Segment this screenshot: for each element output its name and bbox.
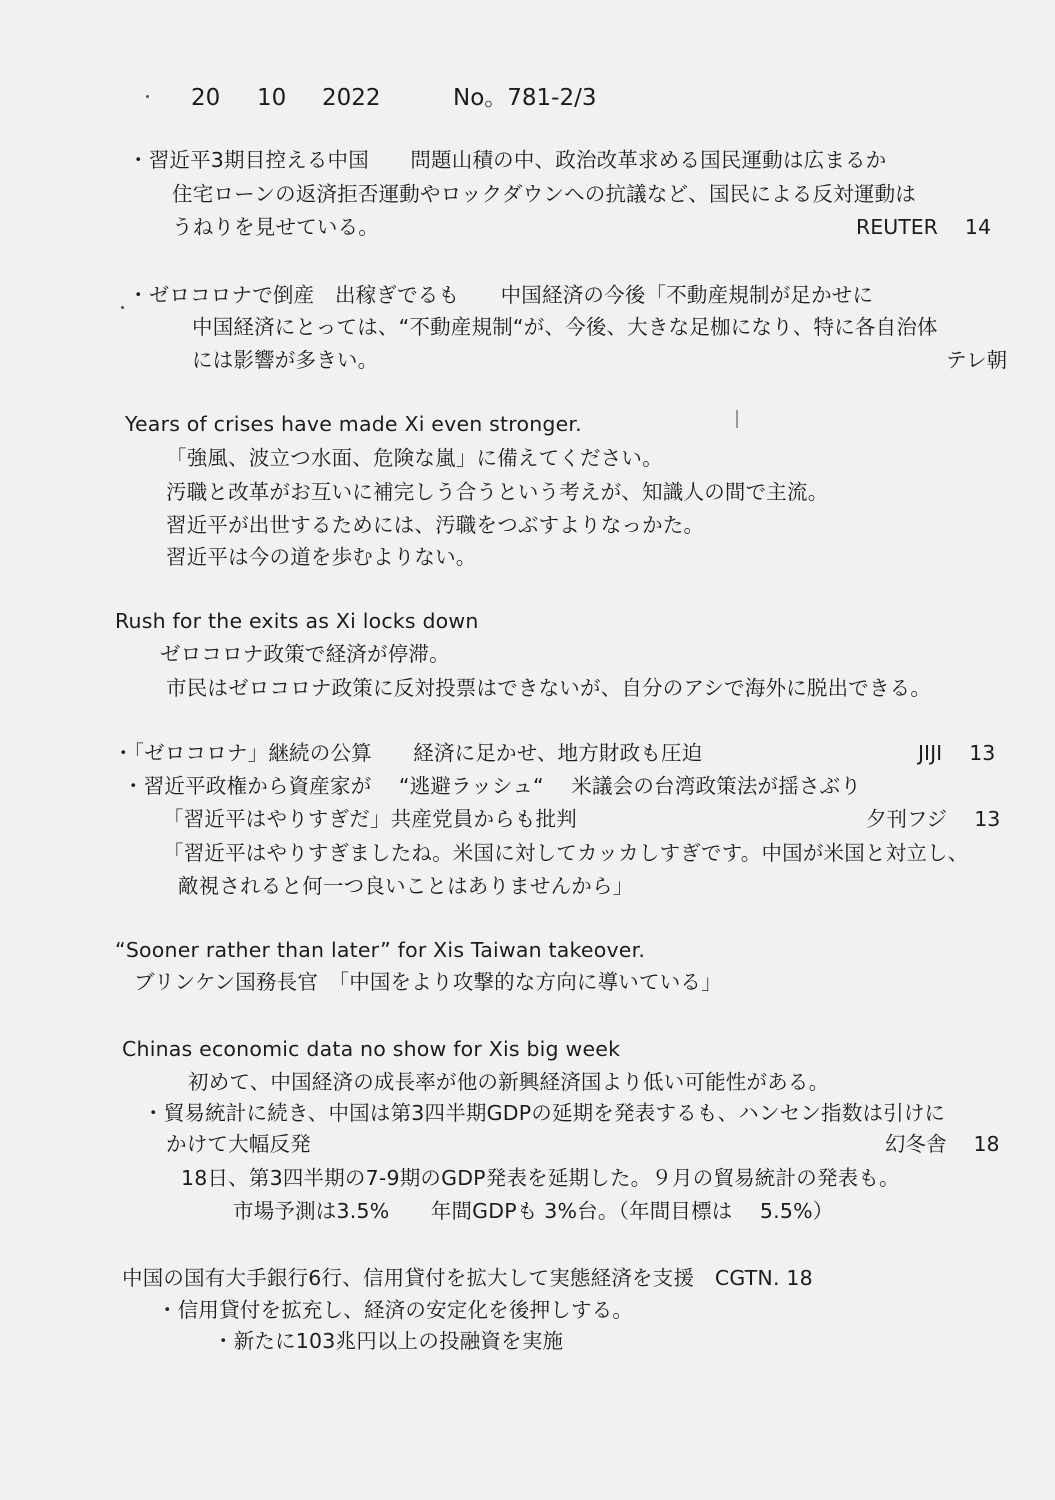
header-year: 2022: [322, 85, 381, 111]
s7-line-3: 市場予測は3.5% 年間GDPも 3%台。（年間目標は 5.5%）: [233, 1199, 834, 1223]
s5-item-1: ・「ゼロコロナ」継続の公算 経済に足かせ、地方財政も圧迫: [113, 741, 703, 765]
s3-line-4: 習近平は今の道を歩むよりない。: [166, 545, 477, 569]
scan-mark: [736, 410, 738, 428]
s1-source: REUTER 14: [856, 215, 992, 239]
s4-line-2: 市民はゼロコロナ政策に反対投票はできないが、自分のアシで海外に脱出できる。: [166, 676, 932, 700]
s2-body-line-2: には影響が多きい。: [192, 348, 379, 372]
s5-source-2: 夕刊フジ 13: [866, 807, 1001, 831]
s1-title: ・習近平3期目控える中国 問題山積の中、政治改革求める国民運動は広まるか: [128, 148, 887, 172]
s5-quote-2: 敵視されると何一つ良いことはありませんから」: [178, 874, 634, 898]
s7-line-2: 18日、第3四半期の7-9期のGDP発表を延期した。９月の貿易統計の発表も。: [181, 1166, 900, 1190]
s5-quote-1: 「習近平はやりすぎましたね。米国に対してカッカしすぎです。中国が米国と対立し、: [163, 841, 969, 865]
s1-body-line-2: うねりを見せている。: [172, 215, 379, 239]
s6-title: “Sooner rather than later” for Xis Taiwan takeover.: [115, 938, 646, 962]
s2-body-line-1: 中国経済にとっては、“不動産規制“が、今後、大きな足枷になり、特に各自治体: [192, 315, 938, 339]
s3-line-3: 習近平が出世するためには、汚職をつぶすよりなっかた。: [166, 513, 705, 537]
s8-line-2: ・新たに103兆円以上の投融資を実施: [213, 1329, 564, 1353]
s6-line-1: ブリンケン国務長官 「中国をより攻撃的な方向に導いている」: [134, 970, 722, 994]
s7-item-1-cont: かけて大幅反発: [166, 1132, 311, 1156]
scan-speck: [146, 95, 149, 98]
header-month: 10: [257, 85, 287, 111]
s3-title: Years of crises have made Xi even stronger.: [125, 412, 582, 436]
s2-source: テレ朝: [946, 348, 1008, 372]
s7-source: 幻冬舎 18: [885, 1132, 1000, 1156]
s7-line-1: 初めて、中国経済の成長率が他の新興経済国より低い可能性がある。: [188, 1070, 830, 1094]
s7-item-1: ・貿易統計に続き、中国は第3四半期GDPの延期を発表するも、ハンセン指数は引けに: [143, 1101, 946, 1125]
s3-line-1: 「強風、波立つ水面、危険な嵐」に備えてください。: [166, 446, 663, 470]
scan-speck: [121, 306, 124, 309]
header-day: 20: [191, 85, 221, 111]
s7-title: Chinas economic data no show for Xis big week: [122, 1037, 621, 1061]
s3-line-2: 汚職と改革がお互いに補完しう合うという考えが、知識人の間で主流。: [166, 480, 829, 504]
s8-line-1: ・信用貸付を拡充し、経済の安定化を後押しする。: [157, 1298, 634, 1322]
header-number: No。781-2/3: [453, 85, 597, 111]
s4-title: Rush for the exits as Xi locks down: [115, 609, 479, 633]
s4-line-1: ゼロコロナ政策で経済が停滞。: [160, 642, 450, 666]
s5-item-2: ・習近平政権から資産家が “逃避ラッシュ“ 米議会の台湾政策法が揺さぶり: [123, 774, 862, 798]
s5-sub: 「習近平はやりすぎだ」共産党員からも批判: [163, 807, 577, 831]
s5-source-1: JIJI 13: [918, 741, 996, 765]
s8-title: 中国の国有大手銀行6行、信用貸付を拡大して実態経済を支援 CGTN. 18: [122, 1266, 813, 1290]
s2-title: ・ゼロコロナで倒産 出稼ぎでるも 中国経済の今後「不動産規制が足かせに: [128, 283, 874, 307]
s1-body-line-1: 住宅ローンの返済拒否運動やロックダウンへの抗議など、国民による反対運動は: [172, 182, 916, 206]
